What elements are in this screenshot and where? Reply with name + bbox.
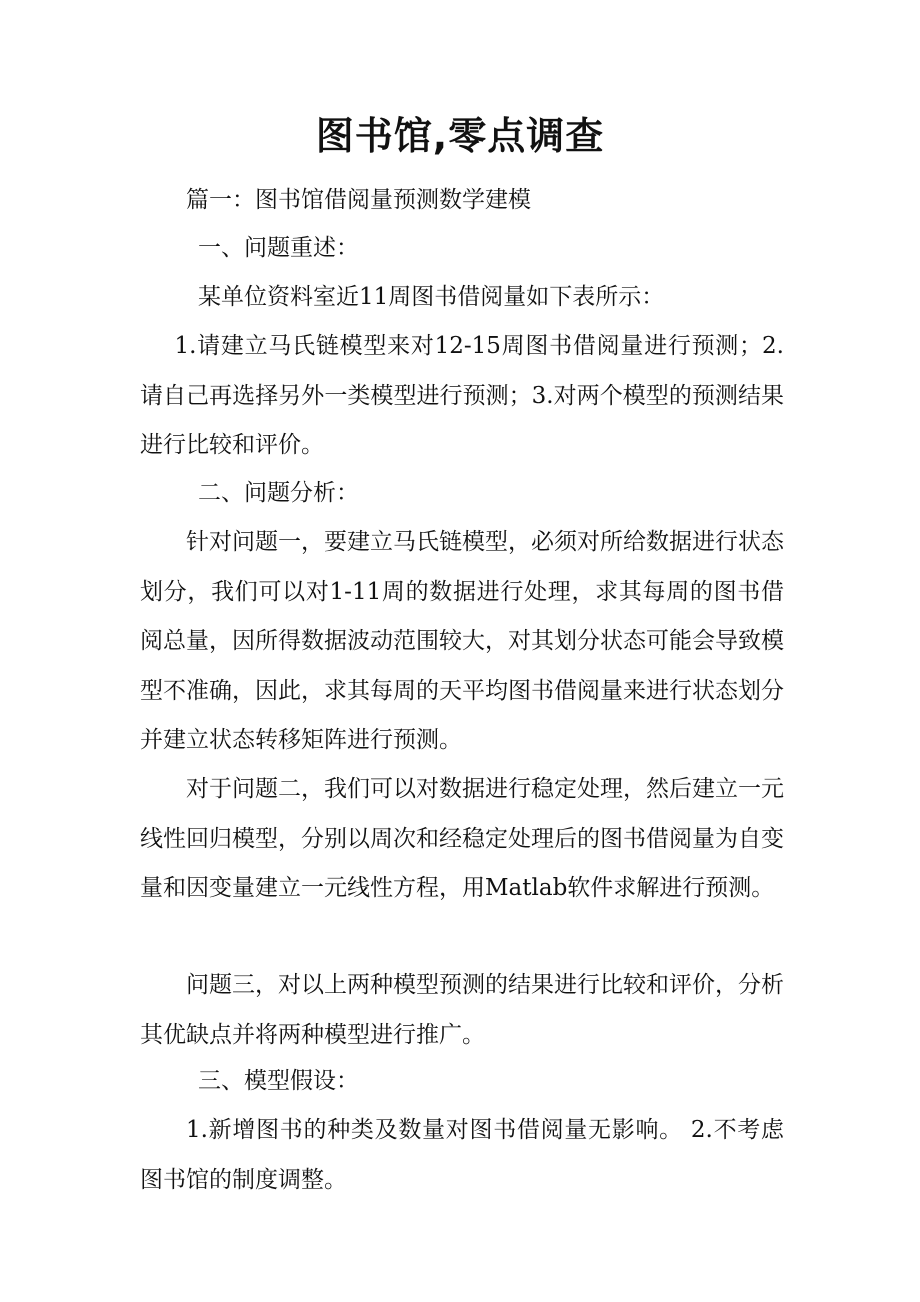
analysis-question-three: 问题三，对以上两种模型预测的结果进行比较和评价，分析其优缺点并将两种模型进行推广。 [140,972,784,1048]
model-assumptions-list: 1.新增图书的种类及数量对图书借阅量无影响。 2.不考虑图书馆的制度调整。 [140,1117,784,1193]
problem-intro: 某单位资料室近11周图书借阅量如下表所示： [198,284,665,310]
model-assumptions-heading: 三、模型假设： [198,1068,359,1094]
document-title: 图书馆,零点调查 [315,114,605,158]
analysis-question-one: 针对问题一，要建立马氏链模型，必须对所给数据进行状态划分，我们可以对1-11周的数据进行处理，求其每周的图书借阅总量，因所得数据波动范围较大，对其划分状态可能会导致模型不准确，因此，求其每周的天平均图书借阅量来进行状态划分并建立状态转移矩阵进行预测。 [140,529,784,753]
section-heading: 篇一：图书馆借阅量预测数学建模 [186,187,531,213]
analysis-question-two: 对于问题二，我们可以对数据进行稳定处理，然后建立一元线性回归模型，分别以周次和经稳定处理后的图书借阅量为自变量和因变量建立一元线性方程，用Matlab软件求解进行预测。 [140,776,784,901]
problem-analysis-heading: 二、问题分析： [198,480,359,506]
problem-tasks: 1.请建立马氏链模型来对12-15周图书借阅量进行预测；2.请自己再选择另外一类模型进行预测；3.对两个模型的预测结果进行比较和评价。 [140,333,784,458]
problem-restatement-heading: 一、问题重述： [198,235,359,261]
